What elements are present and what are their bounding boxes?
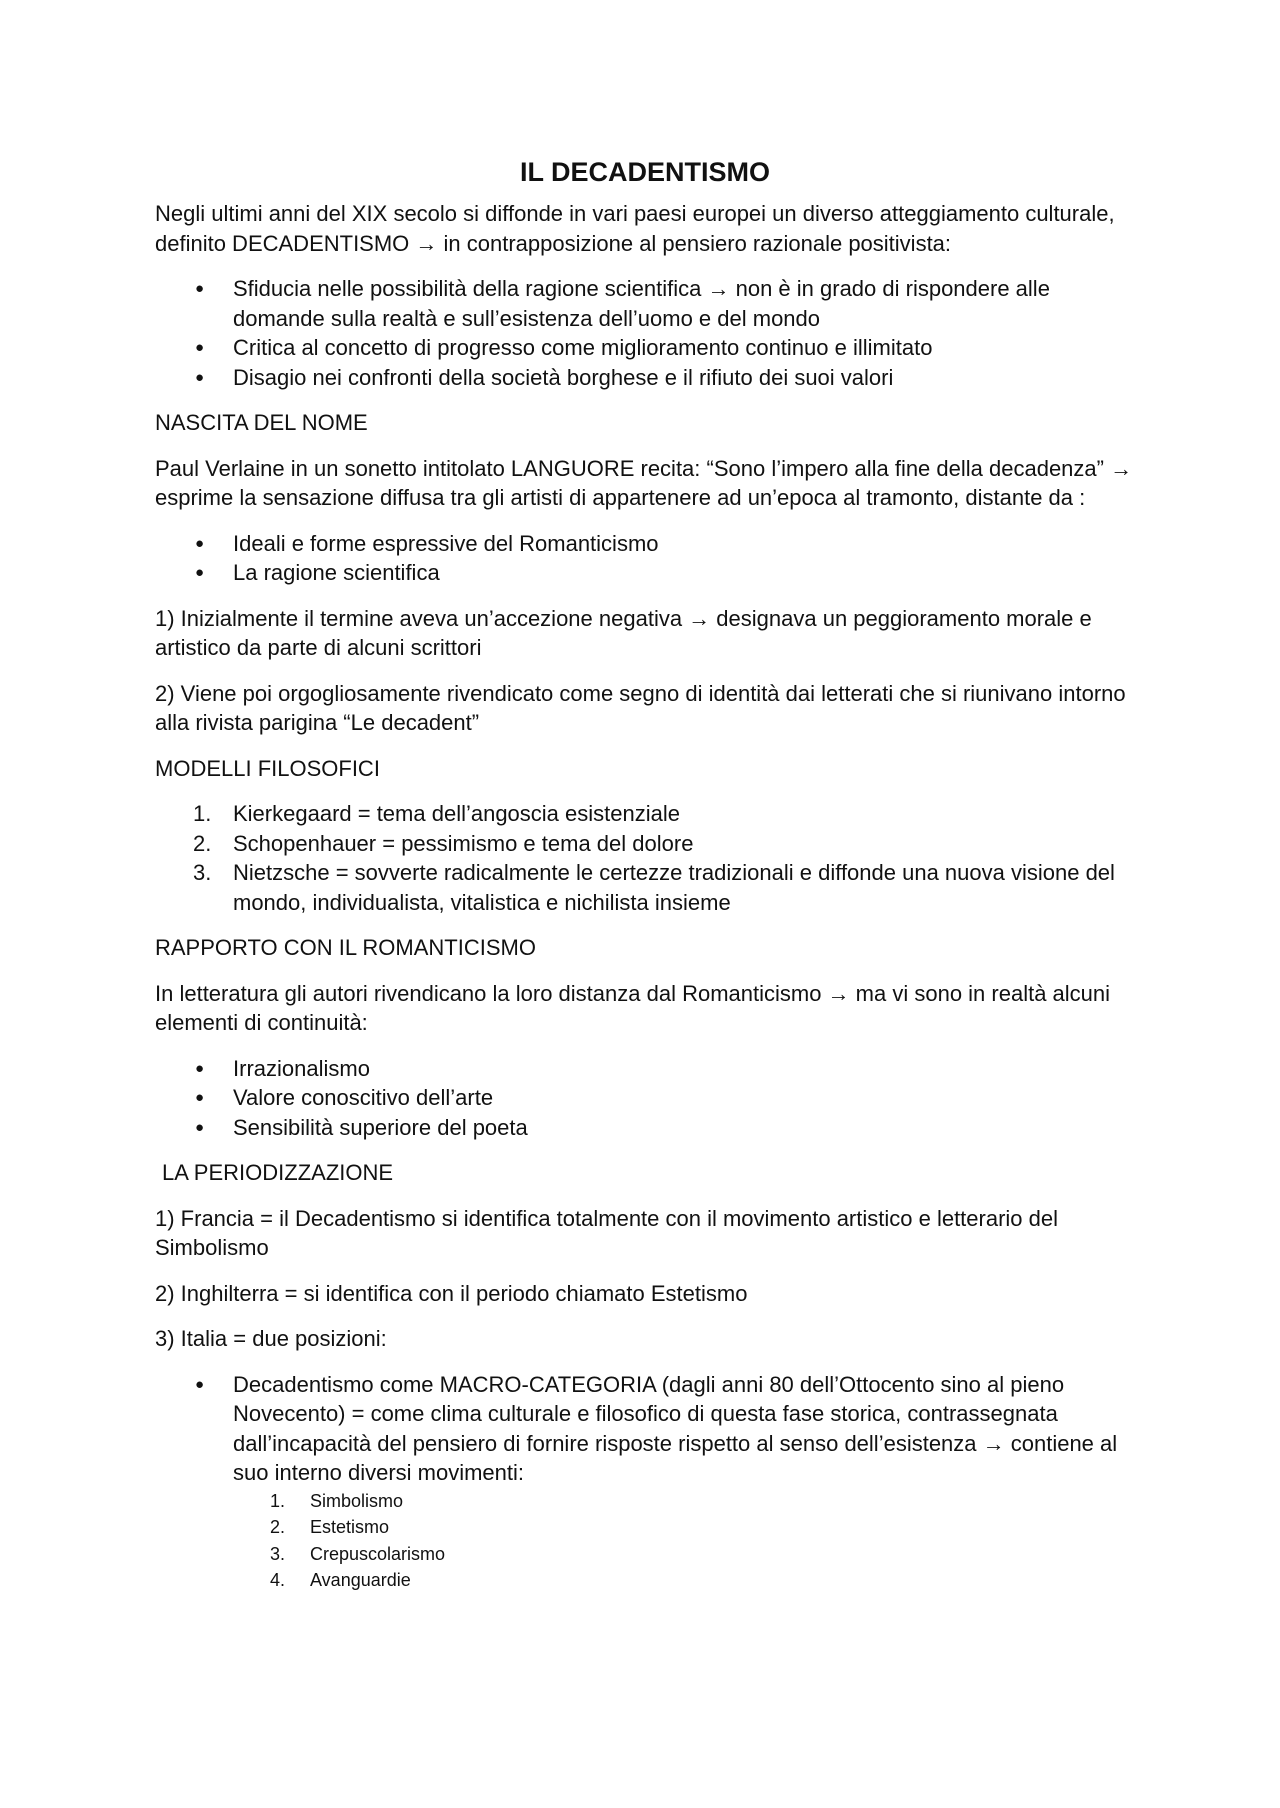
list-item: ● Ideali e forme espressive del Romanticismo [155,529,1135,559]
section-heading-nascita: NASCITA DEL NOME [155,410,368,435]
list-item: 1. Simbolismo [270,1490,404,1511]
section-heading-rapporto: RAPPORTO CON IL ROMANTICISMO [155,935,536,960]
intro-paragraph: Negli ultimi anni del XIX secolo si diffonde in vari paesi europei un diverso atteggiamento culturale, definito DECADENTISMO → in contrapposizione al pensiero razionale positivista: [155,201,1115,256]
list-item: ● Irrazionalismo [155,1054,1135,1084]
section-heading-modelli: MODELLI FILOSOFICI [155,755,380,781]
list-item: ● La ragione scientifica [155,558,1135,588]
list-item: 2. Schopenhauer = pessimismo e tema del dolore [193,830,694,856]
intro-bullet-list [155,274,1135,392]
nascita-point-2: 2) Viene poi orgogliosamente rivendicato come segno di identità dai letterati che si riunivano intorno alla rivista parigina “Le decadent” [155,680,1126,735]
periodizzazione-point-2: 2) Inghilterra = si identifica con il periodo chiamato Estetismo [155,1280,748,1306]
modelli-numbered-list [155,799,1135,917]
list-item: 3. Crepuscolarismo [270,1543,446,1564]
bullet-icon: ● [195,564,205,581]
list-item: 2. Estetismo [270,1517,390,1537]
periodizzazione-point-1: 1) Francia = il Decadentismo si identifica totalmente con il movimento artistico e letterario del Simbolismo [155,1205,1059,1260]
list-item: ● Sfiducia nelle possibilità della ragione scientifica → non è in grado di rispondere alle domande sulla realtà e sull’esistenza dell’uomo e del mondo [195,276,1050,331]
bullet-icon: ● [195,368,205,386]
list-item: ● Disagio nei confronti della società borghese e il rifiuto dei suoi valori [155,363,1135,393]
list-item: ● Critica al concetto di progresso come miglioramento continuo e illimitato [155,333,1135,363]
section-heading-periodizzazione: LA PERIODIZZAZIONE [162,1160,394,1185]
movements-numbered-list [155,1488,1135,1594]
document-page [155,150,1135,1594]
rapporto-paragraph: In letteratura gli autori rivendicano la loro distanza dal Romanticismo → ma vi sono in realtà alcuni elementi di continuità: [155,980,1111,1035]
nascita-bullet-list [155,529,1135,588]
nascita-point-1: 1) Inizialmente il termine aveva un’accezione negativa → designava un peggioramento morale e artistico da parte di alcuni scrittori [155,605,1092,660]
page-title: IL DECADENTISMO [519,157,770,187]
bullet-icon: ● [195,1375,205,1393]
bullet-icon: ● [195,1089,205,1106]
list-item: ● Valore conoscitivo dell’arte [155,1083,1135,1113]
periodizzazione-point-3: 3) Italia = due posizioni: [155,1326,387,1351]
rapporto-bullet-list [155,1054,1135,1143]
bullet-icon: ● [195,280,205,297]
list-item: ● Sensibilità superiore del poeta [155,1113,1135,1143]
nascita-paragraph: Paul Verlaine in un sonetto intitolato LANGUORE recita: “Sono l’impero alla fine della decadenza” → esprime la sensazione diffusa tra gli artisti di appartenere ad un’epoca al tramonto, distante da : [155,455,1133,510]
list-item: 4. Avanguardie [270,1570,411,1590]
periodizzazione-bullet-list [155,1370,1135,1488]
bullet-icon: ● [195,1118,205,1136]
bullet-icon: ● [195,1059,205,1077]
list-item: 1. Kierkegaard = tema dell’angoscia esistenziale [193,801,680,826]
list-item: 3. Nietzsche = sovverte radicalmente le certezze tradizionali e diffonde una nuova visione del mondo, individualista, vitalistica e nichilista insieme [193,860,1115,915]
list-item: ● Decadentismo come MACRO-CATEGORIA (dagli anni 80 dell’Ottocento sino al pieno Novecento) = come clima culturale e filosofico di questa fase storica, contrassegnata dall’incapacità del pensiero di fornire risposte rispetto al senso dell’esistenza → contiene al suo interno diversi movimenti: [195,1371,1118,1485]
bullet-icon: ● [195,534,205,552]
bullet-icon: ● [195,339,205,356]
